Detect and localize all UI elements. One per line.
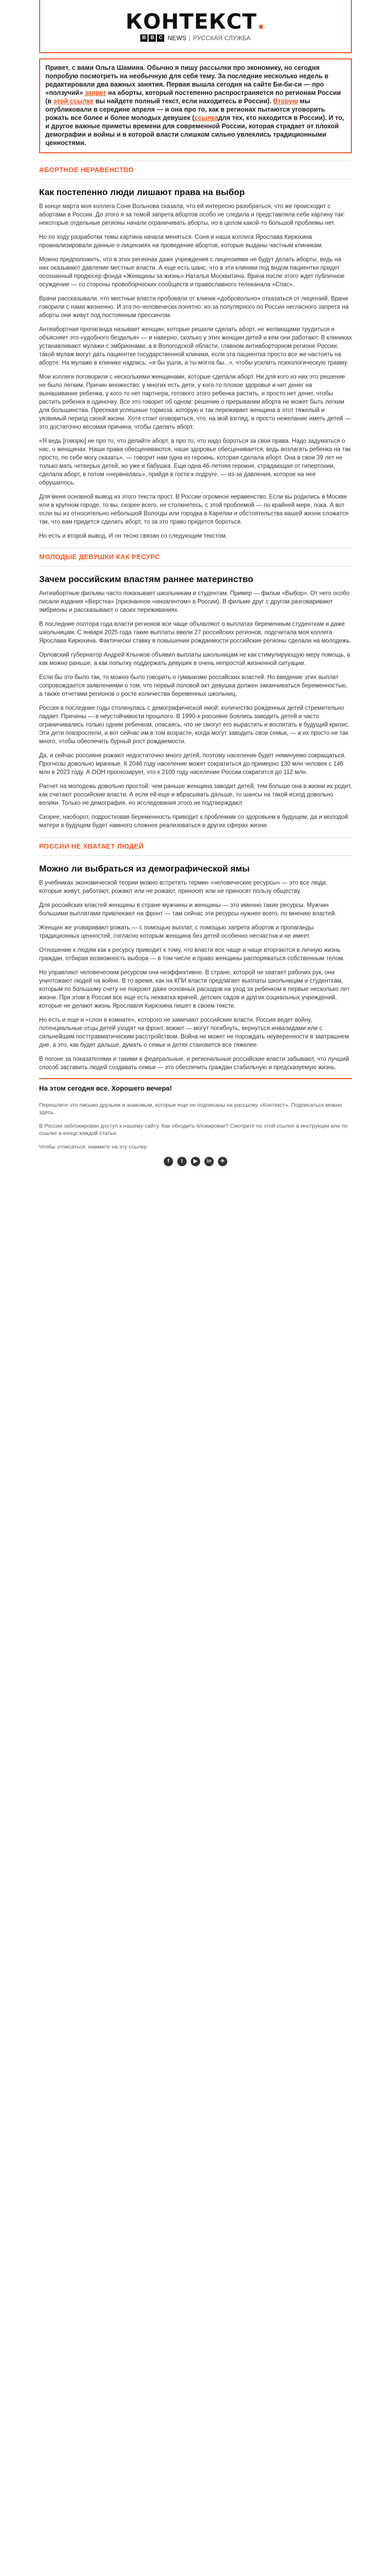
intro-part-5: для тех, кто находится в России). И то, и другое важные приметы времени для современной России, которая страдает от плохой демографии и войны и в которой власти слишком сильно увлеклись традиционными ценностями.: [45, 114, 344, 147]
facebook-icon[interactable]: f: [164, 1157, 173, 1166]
section-label: АБОРТНОЕ НЕРАВЕНСТВО: [39, 166, 134, 174]
bbc-logo: [140, 34, 164, 42]
intro-part-1: Привет, с вами Ольга Шамина. Обычно я пишу рассылки про экономику, но сегодня попробую посмотреть на необычную для себя тему. За последние несколько недель в редактировали два важных занятия. Первая вышла сегодня на сайте Би-би-си — про «ползучий»: [45, 64, 329, 96]
newsletter-footer: [39, 1078, 352, 1166]
paragraph: Можно предположить, что в этих регионах даже учреждения с лицензиями не будут делать аборты, ведь на них оказывают давление местные власти. А еще есть шанс, что в эти клиники под видом пациентки придет осознанный продюсер фонда «Женщины за жизнь» Наталья Москвитина. Врача после этого ждет публичное осуждение — со стороны провоборческих сообществ и православного телеканала «Спас».: [39, 257, 345, 288]
intro-part-2: на аборты, который постепенно распространяется по регионам России (в: [45, 89, 341, 105]
paragraph: Скорее, наоборот, подростковая беременность приводит к проблемам со здоровьем в будущем, да и молодой матери в будущем будет намного сложнее реализоваться в других сферах жизни.: [39, 814, 348, 829]
bbc-news-label: NEWS: [167, 34, 187, 42]
paragraph: Женщин же уговаривают рожать — с помощью выплат, с помощью запрета абортов и пропаганды традиционных ценностей, согласно которым женщина без детей особенно несчастна и не имеет.: [39, 925, 314, 939]
service-label: РУССКАЯ СЛУЖБА: [193, 34, 251, 42]
paragraph: В конце марта моя коллега Соня Вольнова сказала, что ей интересно разобраться, что же происходит с абортами в России. До этого я за темой запрета абортов особо не следила и представляла себе картину так: некоторые отдельные регионы начали ограничивать аборты, но в целом какой-то большой проблемы нет.: [39, 203, 345, 226]
header-divider: [189, 35, 190, 41]
paragraph: Врачи рассказывали, что местные власти пробовали от клиник «добровольно» отказаться от лицензий. Врачи говорили с нами жизненно. И это по-человечески понятно: из-за популярного по России негласного запрета на аборты они живут под постоянным прессингом.: [39, 296, 349, 319]
paragraph: Для меня основной вывод из этого текста прост. В России огромное неравенство. Если вы родились в Москве или в крупном городе, то вы, скорее всего, не столкнетесь, с этой проблемой — по крайней мере, пока. А вот если вы из относительно небольшой Вологды или городка в Карелии и обстоятельства вашей жизни сложатся так, что вам придется сделать аборт, то за это право придется бороться.: [39, 494, 349, 525]
section-label-bar: [39, 548, 352, 566]
logo-dot: .: [256, 10, 266, 34]
section-label-bar: [39, 161, 352, 179]
section-label: МОЛОДЫЕ ДЕВУШКИ КАК РЕСУРС: [39, 553, 160, 561]
paragraph: Но есть и еще и «слон в комнате», которого не замечают российские власти. Россия ведет войну, потенциальные отцы детей уходят на фронт, воюют — могут погибнуть, вернуться инвалидами или с сильнейшим посттравматическим расстройством. Война не может не порождать неуверенности в завтрашнем дне, а это, как будет дальше, думать о семье и детях становится все тяжелее.: [39, 1017, 349, 1048]
paragraph: Но управляют человеческим ресурсом они неэффективно. В стране, которой не хватает рабочих рук, они уничтожают людей на войне. В то время, как на КПИ власти предлагает выплаты школьницам и студенткам, которым по большому счету не покроют даже основных расходов на уход за ребенком в первые несколько лет жизни. При этом в России все еще есть нехватка врачей, детских садов и других социальных учреждений, которые не делают жизнь Ярославля Кирюхина пишет в своем тексте.: [39, 970, 350, 1009]
bbc-subline: [140, 34, 250, 42]
bbc-letter-c: C: [157, 34, 164, 42]
block-note: В России заблокирован доступ к нашему сайту. Как обходить блокировки? Смотрите по этой ссылке в инструкции или по ссылке в конце каждой статьи.: [39, 1123, 348, 1136]
logo-text: КОНТЕКСТ: [125, 10, 257, 34]
bbc-letter-b1: B: [140, 34, 148, 42]
paragraph: Для российских властей женщины в стране мужчины и женщины — это именно такие ресурсы. Мужчин большими выплатами привлекают на фронт — там сейчас эти ресурсы нужнее всего, по мнению властей.: [39, 902, 337, 917]
section-label-bar: [39, 837, 352, 856]
section-2: [39, 548, 352, 830]
signoff-text: На этом сегодня все. Хорошего вечера!: [39, 1084, 172, 1092]
paragraph: Расчет на молодежь довольно простой: чем раньше женщина заводит детей, тем больше она в жизни их родит, как считают российские власти. А если ей еще и вбрасывать дальше, то шансы на такой исход довольно велики. Только не демография, но исследования этого не подтверждают.: [39, 783, 352, 806]
intro-part-3: вы найдете полный текст, если находитесь в России).: [95, 98, 272, 105]
paragraph: Орловский губернатор Андрей Клычков объявил выплаты школьницам не как стимулирующую меру помощь, а как можно раньше, а как попытку поддержать девушек в очень непростой жизненной ситуации.: [39, 652, 350, 667]
newsletter: [39, 0, 352, 1166]
intro-box: [39, 58, 352, 153]
telegram-icon[interactable]: ✈: [218, 1157, 227, 1166]
paragraph: Если бы это было так, то можно было говорить о гуманизме российских властей. Но введение этих выплат сопровождается заявлениями о том, что первый половой акт девушка должен заканчиваться беременностью, а также отчетами регионов о росте количества беременных школьниц.: [39, 674, 348, 697]
paragraph: В учебниках экономической теории можно встретить термин «человеческие ресурсы» — это все люди, которые живут, работают, рожают или не рожают, приносят или не приносят пользу обществу.: [39, 880, 327, 894]
context-logo[interactable]: [126, 10, 265, 33]
intro-part-4: мы опубликовали в середине апреля — и она про то, как в регионах пытаются уговорить рожать все более и более молодых девушек (: [45, 98, 325, 122]
intro-link-ban[interactable]: запрет: [84, 89, 106, 96]
paragraph: Отношение к людям как к ресурсу приводит к тому, что власти все чаще и чаще вторгаются в личную жизнь граждан, отбирая возможность выбора — в том числе и право женщины распоряжаться собственным телом.: [39, 947, 345, 962]
unsubscribe-note[interactable]: Чтобы отписаться, нажмите на эту ссылку.: [39, 1144, 148, 1150]
newsletter-header: [39, 0, 352, 53]
intro-link-mirror[interactable]: этой ссылке: [53, 98, 94, 105]
paragraph: В погоне за показателями и такими в федеральные, и региональные российские власти забывают, что лучший способ заставить людей создавать семьи — это обеспечить граждан стабильную и предсказуемую жизнь.: [39, 1056, 349, 1071]
paragraph: Россия в последние годы столкнулась с демографической ямой: количество рожденных детей стремительно падает. Причины — в неустойчивости прошлого. В 1990-х россияне боялись заводить детей и часто ограничивались только одним ребенком, опасаясь, что не смогут его вырастить и воспитать в будущий кризис. Эти дети повзрослели, и вот сейчас им в том возрасте, когда могут заводить свои семьи, — и их просто не так много, чтобы обеспечить бурный рост рождаемости.: [39, 705, 350, 745]
paragraph: Но есть и второй вывод. И он тесно связан со следующим текстом.: [39, 533, 227, 539]
intro-link-second[interactable]: Вторую: [273, 98, 298, 105]
section-1: [39, 161, 352, 540]
paragraph: Антиабортная пропаганда называет женщин, которые решили сделать аборт, не желающими трудиться и объясняет это «удобного безделья» — и наверно, сколько у этих женщин детей и кем они работают. В клиниках устанавливают мулажи с эмбрионами, а в Вологодской области, главном антиаборторном регионе России, такой мулаж могут дать пациентке государственной клиники, если эта пациентка просто все же настоять на аборте. На мулаже в клинике надпись: «я бы ушла, а ты могла бы...», чтобы усилить психологическую травму.: [39, 326, 352, 366]
section-heading: Зачем российским властям раннее материнство: [39, 574, 253, 584]
paragraph: В последние полтора года власти регионов все чаще объявляют о выплатах беременным студенткам и даже школьницам. С января 2025 года такие выплаты ввели 27 российских регионов, подсчитала моя коллега Ярослава Кирюхина. Фактически ставку в повышении рождаемости российские регионы сделали на молодежь.: [39, 621, 351, 644]
social-links: [39, 1157, 352, 1166]
intro-text: [45, 64, 346, 147]
paragraph: Да, и сейчас россияне рожают недостаточно много детей, поэтому население будет неминуемо сокращаться. Прогнозы довольно мрачные. К 2046 году население может сократиться до примерно 130 млн человек с 146 млн в 2023 году. А ООН прогнозирует, что к 2100 году население России сократится до 112 млн.: [39, 753, 346, 776]
paragraph: Мои коллеги поговорили с несколькими женщинами, которые сделали аборт. Ни для кого из них это решение не было легким. Причин множество: у многих есть дети, у кого-то плохое здоровье и нет денег на вынашивание ребенка, у кого-то нет партнера, готового этого ребенка растить, и просто нет денег, чтобы растить ребенка в одиночку. Все это говорит об одном: решение о прерывании аборта не может быть легким для большинства. Пресекая успешные тормоза, которую и так переживает женщина в этот тяжелый и уязвимый период своей жизни. Хотя стоит оговориться, что, на мой взгляд, и просто нежелание иметь детей — это достаточно весомая причина, чтобы сделать аборт.: [39, 374, 351, 430]
paragraph: Антиабортные фильмы часто показывает школьникам и студентам. Пример — фильм «Выбор». От него особо писали издания «Верстка» (признанное «иноагентом» в России). В фильме друг с другом разговаривают эмбрионы и рассказывают о своих переживаниях.: [39, 590, 350, 613]
section-heading: Как постепенно люди лишают права на выбор: [39, 187, 245, 197]
section-3: [39, 837, 352, 1072]
paragraph: Но по ходу разработки темы картина начала меняться. Соня и наша коллега Ярослава Кирюхина проанализировали данные о лицензиях на проведение абортов, которые выданы частным клиникам.: [39, 234, 323, 249]
bbc-letter-b2: B: [149, 34, 156, 42]
forward-note: Перешлите это письмо друзьям и знакомым, которые еще не подписаны на рассылку «Контекст». Подписаться можно здесь.: [39, 1102, 342, 1116]
linkedin-icon[interactable]: in: [204, 1157, 214, 1166]
section-heading: Можно ли выбраться из демографической ямы: [39, 864, 250, 874]
section-label: РОССИИ НЕ ХВАТАЕТ ЛЮДЕЙ: [39, 842, 144, 850]
twitter-icon[interactable]: t: [177, 1157, 187, 1166]
paragraph: «Я ведь [говорю] не про то, что делайте аборт, а про то, что надо бороться за свои права. Надо задуматься о нас, о женщинах. Наши права обесцениваются, наше здоровье обесценивается, ведь возлагать ребенка на так просто, по себе могу сказать», — говорит нам одна из героинь, которая сделала аборт. Она в свои 39 лет не только мать четверых детей, но уже и бабушка. Еще одна 46-летняя героиня, страдающая от гипертонии, сделала аборт, в потом «нервнелась», прийдя в гости к подруге, — из-за давления, которое на нее обрушилось.: [39, 438, 351, 486]
intro-link-russia[interactable]: ссылка: [194, 114, 218, 122]
youtube-icon[interactable]: ▶: [191, 1157, 200, 1166]
